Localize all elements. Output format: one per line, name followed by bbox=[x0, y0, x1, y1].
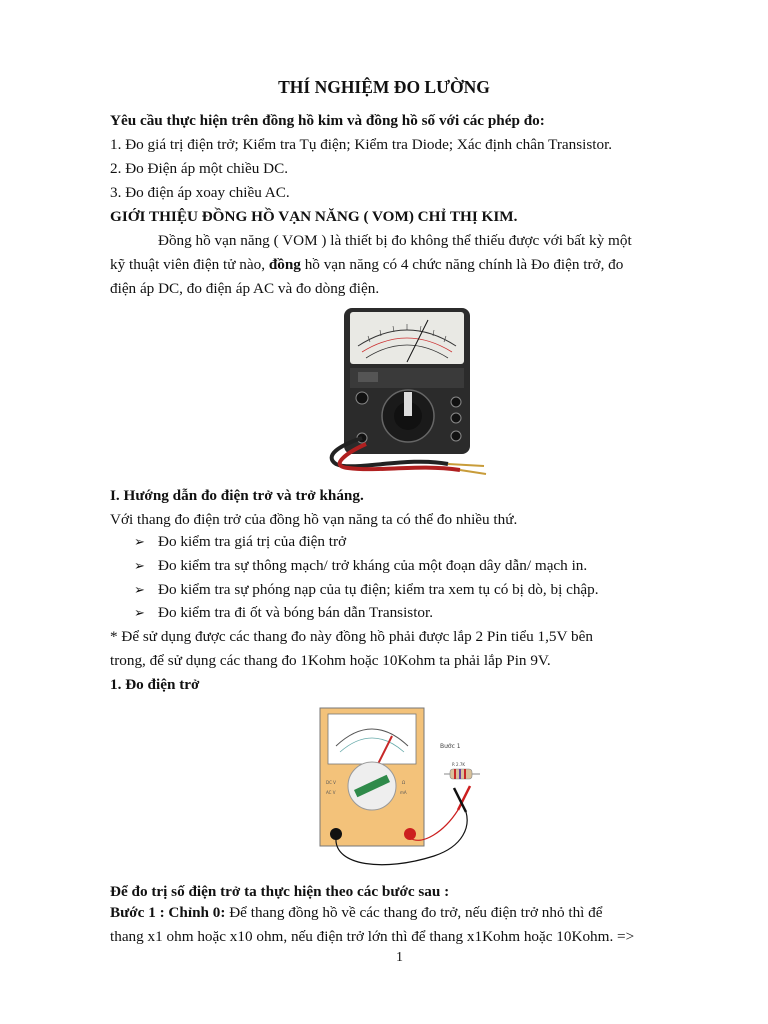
page-number: 1 bbox=[396, 950, 403, 965]
arrow-bullet-icon: ➢ bbox=[134, 558, 145, 573]
requirement-item: 1. Đo giá trị điện trở; Kiểm tra Tụ điện; Kiểm tra Diode; Xác định chân Transistor. bbox=[110, 136, 613, 153]
section-intro: Với thang đo điện trở của đồng hồ vạn năng ta có thể đo nhiều thứ. bbox=[110, 511, 518, 528]
resistor-label: R 2.7K bbox=[452, 762, 466, 767]
section-heading: I. Hướng dẫn đo điện trở và trở kháng. bbox=[110, 487, 364, 504]
requirements-heading: Yêu cầu thực hiện trên đồng hồ kim và đồng hồ số với các phép đo: bbox=[110, 112, 545, 129]
intro-line: điện áp DC, đo điện áp AC và đo dòng điện. bbox=[110, 280, 380, 297]
arrow-bullet-icon: ➢ bbox=[134, 605, 145, 620]
svg-text:Ω: Ω bbox=[402, 780, 406, 785]
intro-heading: GIỚI THIỆU ĐỒNG HỒ VẠN NĂNG ( VOM) CHỈ THỊ KIM. bbox=[110, 208, 518, 225]
requirement-item: 2. Đo Điện áp một chiều DC. bbox=[110, 160, 289, 177]
step1-text: Để thang đồng hồ về các thang đo trở, nếu điện trở nhỏ thì để bbox=[225, 904, 603, 921]
subsection-heading: 1. Đo điện trở bbox=[110, 676, 200, 693]
step1-label: Bước 1 : Chỉnh 0: bbox=[110, 904, 226, 921]
intro-text: hồ vạn năng có 4 chức năng chính là Đo điện trở, đo bbox=[300, 256, 624, 273]
svg-text:AC V: AC V bbox=[326, 790, 336, 795]
bullet-text: Đo kiểm tra giá trị của điện trở bbox=[158, 533, 347, 550]
svg-text:mA: mA bbox=[400, 790, 407, 795]
intro-bold-word: đồng bbox=[268, 256, 301, 273]
arrow-bullet-icon: ➢ bbox=[134, 534, 145, 549]
intro-text: kỹ thuật viên điện tử nào, bbox=[110, 256, 269, 273]
arrow-bullet-icon: ➢ bbox=[134, 582, 145, 597]
intro-line: Đồng hồ vạn năng ( VOM ) là thiết bị đo không thể thiếu được với bất kỳ một bbox=[158, 232, 632, 249]
bullet-text: Đo kiểm tra đi ốt và bóng bán dẫn Transistor. bbox=[158, 604, 434, 621]
step1-line: thang x1 ohm hoặc x10 ohm, nếu điện trở lớn thì để thang x1Kohm hoặc 10Kohm. => bbox=[110, 928, 635, 945]
bullet-item bbox=[134, 580, 599, 600]
multimeter-photo bbox=[318, 306, 490, 478]
svg-text:DC V: DC V bbox=[326, 780, 336, 785]
resistance-measurement-diagram bbox=[314, 706, 494, 876]
bullet-text: Đo kiểm tra sự thông mạch/ trở kháng của một đoạn dây dẫn/ mạch in. bbox=[158, 557, 588, 574]
bullet-item bbox=[134, 603, 433, 623]
bullet-item bbox=[134, 556, 587, 576]
requirement-item: 3. Đo điện áp xoay chiều AC. bbox=[110, 184, 290, 201]
note-line: * Để sử dụng được các thang đo này đồng hồ phải được lắp 2 Pin tiểu 1,5V bên bbox=[110, 628, 593, 645]
bullet-text: Đo kiểm tra sự phóng nạp của tụ điện; kiểm tra xem tụ có bị dò, bị chập. bbox=[158, 581, 599, 598]
steps-heading: Để đo trị số điện trở ta thực hiện theo các bước sau : bbox=[110, 883, 450, 900]
intro-line bbox=[110, 255, 623, 275]
bullet-item bbox=[134, 532, 346, 552]
step1-line bbox=[110, 903, 603, 923]
note-line: trong, để sử dụng các thang đo 1Kohm hoặc 10Kohm ta phải lắp Pin 9V. bbox=[110, 652, 551, 669]
step-label: Bước 1 bbox=[440, 743, 461, 750]
page-title: THÍ NGHIỆM ĐO LƯỜNG bbox=[278, 77, 490, 97]
